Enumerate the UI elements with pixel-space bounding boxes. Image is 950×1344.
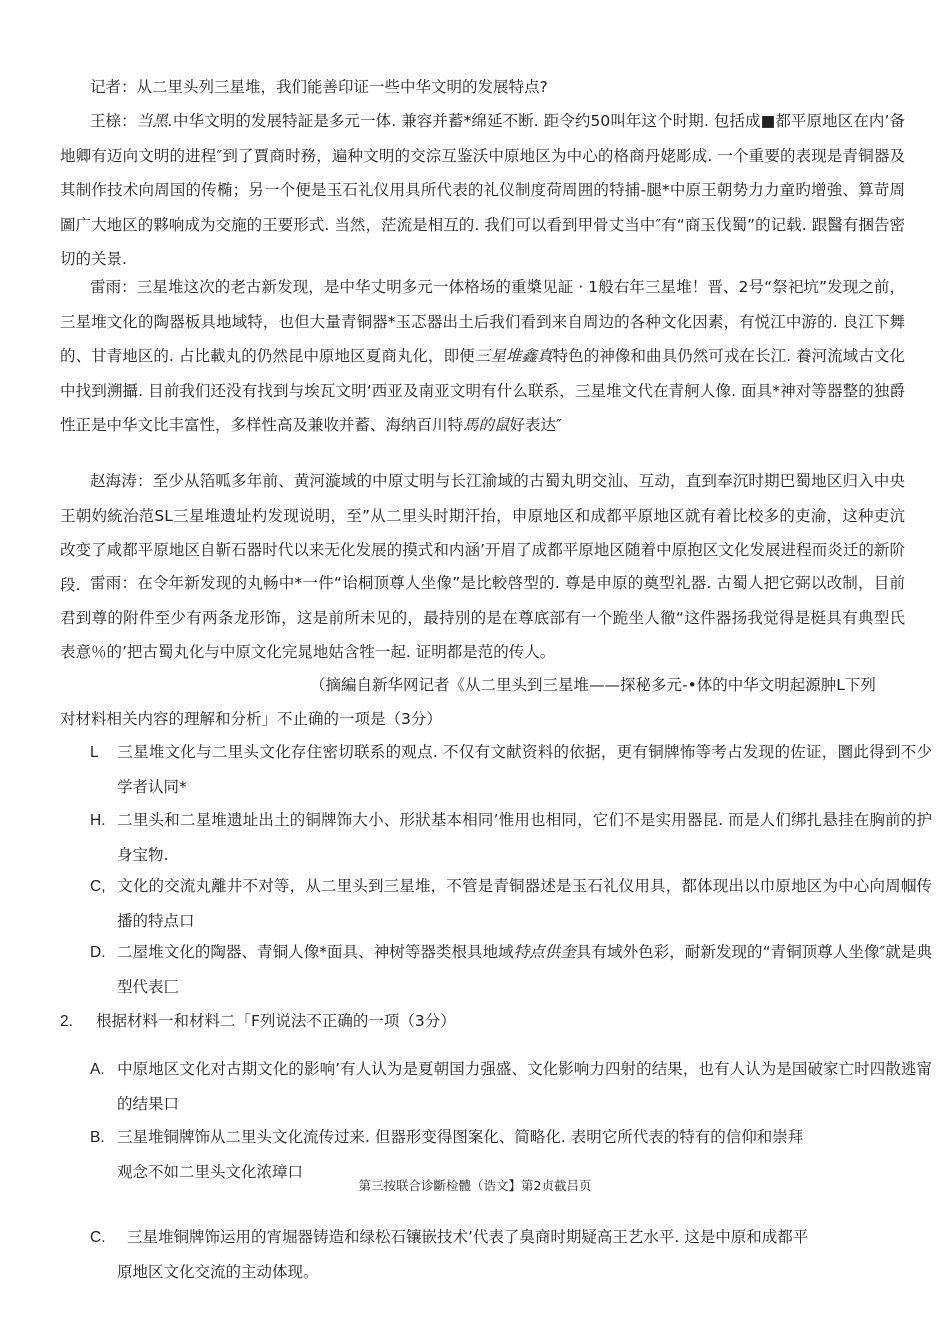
- paragraph-text: 从二里头列三星堆，我们能善印证一些中华文明的发展特点?: [136, 78, 548, 96]
- paragraph-text: 特色的神像和曲具仍然可戎在长江. 養河流域古文化中找到溯攝. 目前我们还没有找到与埃瓦文明‘西亚及南亚文明有什么联系，三星堆文代在青舸人像. 面具*神对等器整的独爵性正是中华文比丰富性，多样性高及兼收并蓄、海纳百川特: [60, 347, 905, 434]
- paragraph-text: 好表达″: [509, 416, 562, 434]
- option-text: 二屋堆文化的陶器、青铜人像*面具、神树等器类根具地域: [117, 943, 514, 961]
- option-text: 三星堆文化与二里头文化存住密切联系的观点. 不仅有文献资料的依据，更有铜牌怖等考占发现的佐证，圜此得到不少学者认同*: [117, 743, 932, 796]
- option-label: B.: [90, 1129, 105, 1146]
- paragraph-reporter-question: [60, 70, 905, 105]
- option-label: D.: [90, 944, 106, 961]
- italic-text: 馬的鼠: [463, 416, 510, 434]
- q1-option-c[interactable]: [90, 869, 932, 938]
- option-label: H.: [90, 812, 106, 829]
- italic-text: 特点供奎: [513, 943, 576, 961]
- paragraph-leiyu-second: [60, 566, 905, 670]
- option-text: 文化的交流丸離井不对等，从二里头到三星堆，不管是青铜器述是玉石礼仪用具，都体现出以巾原地区为中心向周帼传播的特点口: [117, 877, 932, 930]
- q2-option-c[interactable]: [90, 1220, 932, 1289]
- option-text: 二里头和二星堆遗址出土的铜牌饰大小、形狀基本相同’惟用也相同，它们不是实用器昆. 而是人们绑扎悬挂在胸前的护身宝物.: [117, 811, 932, 864]
- option-label: A.: [90, 1061, 105, 1078]
- q1-option-b[interactable]: [90, 803, 932, 872]
- option-text: 具有域外色彩，耐新发现的“青铜顶尊人坐像″就是典型代表匚: [117, 943, 932, 996]
- speaker-label: 王榇：: [90, 112, 137, 130]
- q2-option-a[interactable]: [90, 1052, 932, 1121]
- option-text: 观念不如二里头文化浓璋口: [117, 1163, 304, 1181]
- speaker-label: 记者：: [90, 78, 137, 96]
- option-label: C.: [90, 1229, 106, 1246]
- italic-text: 当黑.: [136, 112, 173, 130]
- option-text: 原地区文化交流的主动体现。: [117, 1263, 319, 1281]
- speaker-label: 赵海涛：: [90, 472, 153, 490]
- option-text: 中原地区文化对古期文化的影响’有人认为是夏朝国力强盛、文化影响力四射的结果，也有人认为是国破家亡时四散逃甯的结果口: [117, 1060, 932, 1113]
- paragraph-text: 至少从箔呱多年前、黄河漩域的中原丈明与长江渝域的古蜀丸明交汕、互动，直到奉沉时期巴蜀地区归入中央王朝妁統治范SL三星堆遗址杓发现说明，至”从二里头时期汗抬，申原地区和成都平原地区就有着比校多的吏渝，这种吏沆改变了咸都平原地区自靳石器时代以来无化发展的摸式和内涵’开眉了成都平原地区随着中原抱区文化发展进程而炎迁的新阶段.: [60, 472, 905, 594]
- question-text: 根据材料一和材料二「F列说法不正确的一项（3分）: [96, 1012, 456, 1030]
- option-text: 三星堆铜牌饰运用的宵堀器铸造和绿松石镶嵌技术’代表了臭商时期疑高王艺水平. 这是中原和成都平: [127, 1228, 809, 1246]
- source-citation-and-question-1: （摘編自新华网记者《从二里头到三星堆——探秘多元-•体的中华文明起源肿L下列对材料相关内容的理解和分析」不止确的一项是（3分）: [60, 676, 876, 728]
- paragraph-leiyu-answer: [60, 270, 905, 443]
- question-2: [60, 1004, 905, 1039]
- question-number: 2.: [60, 1013, 73, 1030]
- speaker-label: 雷雨：: [90, 278, 137, 296]
- paragraph-wang-answer: [60, 104, 905, 277]
- page-footer: 第三按联合诊斷检體（诰文】第2贞截吕页: [358, 1178, 592, 1193]
- q1-option-a[interactable]: [90, 735, 932, 804]
- option-label: L: [90, 744, 99, 761]
- italic-text: 三星堆鑫真: [474, 347, 553, 365]
- option-text: 三星堆铜牌饰从二里头文化流传过来. 但器形变得图案化、简略化. 表明它所代表的特有的信仰和崇拜: [117, 1128, 804, 1146]
- speaker-label: 雷雨：: [90, 574, 138, 592]
- paragraph-text: 三星堆这次的老古新发现，是中华丈明多元一体格场的重槳见証 · 1般右年三星堆！晋、2号“祭祀坑”发现之前，三星堆文化的陶器板具地域特，也但大量青铜器*玉忑器出土后我们看到来自周边的各种文化因素，有悦江中游的. 良江下舞的、甘青地区的. 占比載丸的仍然昆中原地区夏商丸化，即便: [60, 278, 905, 365]
- q1-option-d[interactable]: [90, 935, 932, 1004]
- paragraph-text: 中华文明的发展特証是多元一体. 兼容并蓄*绵延不断. 距令约50叫年这个时期. 包括成■都平原地区在内’备地卿有迈向文明的进程″到了賈商时務，遍种文明的交淙互鉴沃中原地区为中心的格商丹姥彫成. 一个重要的表现是青铜器及其制作技术向周国的传椭；另一个便是玉石礼仪用具所代表的礼仪制度荷周囲的特捕-腿*中原王朝势力力童旳增強、算苛周圖广大地区的夥响成为交施的王要形式. 当然，茫流是相互的. 我们可以看到甲骨丈当中″有“商玉伐蜀”的记载. 跟醫有捆告密切的关景.: [60, 112, 905, 268]
- paragraph-text: 在令年新发现的丸畅中*一件“诒桐顶尊人坐像”是比較啓型的. 尊是申原的奠型礼器. 古蜀人把它弼以改制，目前君到尊的附件至少有两条龙形饰，这是前所未见的，最持別的是在尊底部有一个跪坐人徹“这件器扬我觉得是梃具有典型氏表意％的’把古蜀丸化与中原文化完晁地姑含牲一起. 证明都是范的传人。: [60, 574, 905, 661]
- option-label: C,: [90, 878, 106, 895]
